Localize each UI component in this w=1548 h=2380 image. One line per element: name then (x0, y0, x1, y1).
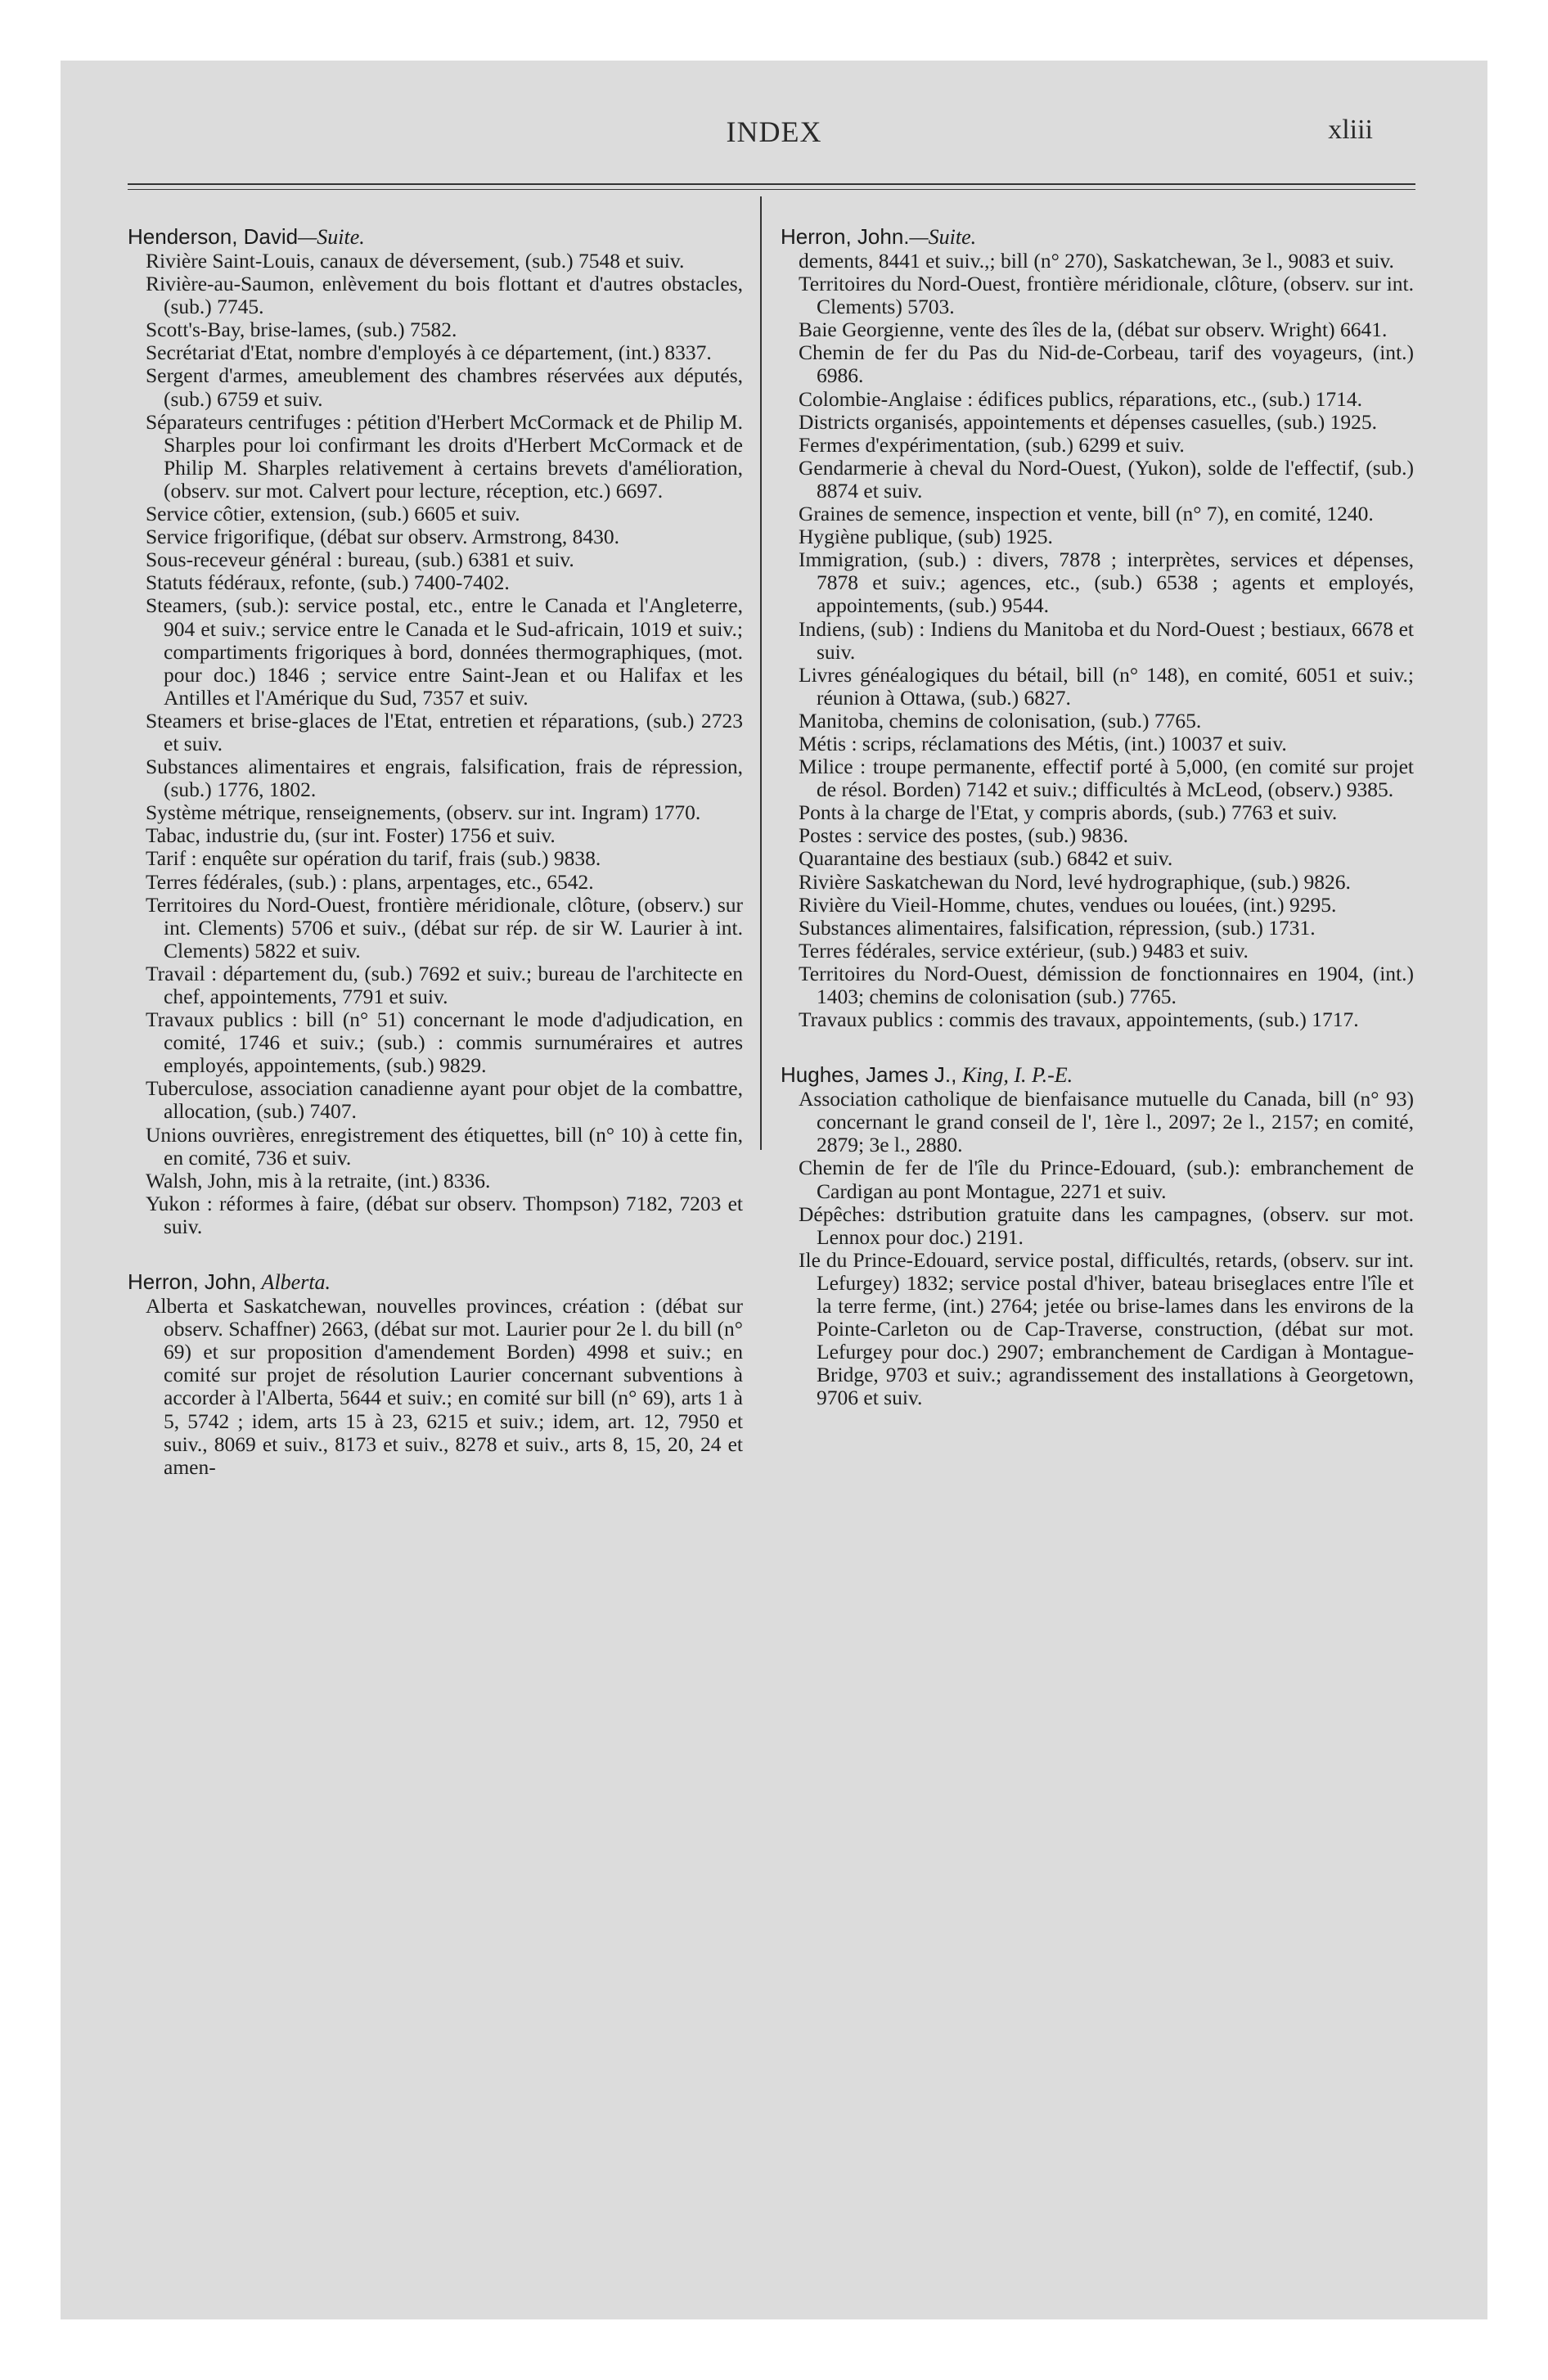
page-number: xliii (1328, 115, 1373, 145)
index-entry: Chemin de fer du Pas du Nid-de-Corbeau, tarif des voyageurs, (int.) 6986. (799, 340, 1414, 388)
header-rule-thin (128, 189, 1415, 190)
person-suffix: —Suite. (298, 225, 365, 249)
index-entry: Association catholique de bienfaisance mutuelle du Canada, bill (n° 93) concernant le grand conseil de l', 1ère l., 2097; 2e l., 2157; en comité, 2879; 3e l., 2880. (799, 1087, 1414, 1157)
person-name: Herron, John, (128, 1269, 257, 1295)
person-heading (781, 1062, 1414, 1088)
index-entry: Hygiène publique, (sub) 1925. (799, 525, 1053, 549)
index-entry: Tarif : enquête sur opération du tarif, frais (sub.) 9838. (146, 846, 601, 871)
index-entry: dements, 8441 et suiv.,; bill (n° 270), Saskatchewan, 3e l., 9083 et suiv. (799, 249, 1394, 273)
person-suffix: —Suite. (909, 225, 977, 249)
page-header (61, 115, 1487, 156)
index-entry: Gendarmerie à cheval du Nord-Ouest, (Yukon), solde de l'effectif, (sub.) 8874 et suiv. (799, 455, 1414, 503)
index-entry: Substances alimentaires et engrais, falsification, frais de répression, (sub.) 1776, 1802. (146, 755, 743, 802)
column-divider (760, 196, 762, 1150)
index-entry: Tuberculose, association canadienne ayant pour objet de la combattre, allocation, (sub.) 7407. (146, 1076, 743, 1124)
index-entry: Travaux publics : bill (n° 51) concernant le mode d'adjudication, en comité, 1746 et suiv.; (sub.) : commis surnuméraires et autres employés, appointements, (sub.) 9829. (146, 1007, 743, 1078)
index-entry: Secrétariat d'Etat, nombre d'employés à ce département, (int.) 8337. (146, 340, 712, 365)
index-entry: Alberta et Saskatchewan, nouvelles provinces, création : (débat sur observ. Schaffner) 2663, (débat sur mot. Laurier pour 2e l. du bill (n° 69) et sur proposition d'amendement Borden) 4998 et suiv.; en comité sur projet de résolution Laurier concernant subventions à accorder à l'Alberta, 5644 et suiv.; en comité sur bill (n° 69), arts 1 à 5, 5742 ; idem, arts 15 à 23, 6215 et suiv.; idem, art. 12, 7950 et suiv., 8069 et suiv., 8173 et suiv., 8278 et suiv., arts 8, 15, 20, 24 et amen- (146, 1294, 743, 1479)
index-entry: Quarantaine des bestiaux (sub.) 6842 et suiv. (799, 846, 1173, 871)
index-entry: Postes : service des postes, (sub.) 9836. (799, 823, 1128, 848)
index-entry: Rivière Saint-Louis, canaux de déversement, (sub.) 7548 et suiv. (146, 249, 685, 273)
index-entry: Territoires du Nord-Ouest, frontière méridionale, clôture, (observ.) sur int. Clements) 5706 et suiv., (débat sur rép. de sir W. Laurier à int. Clements) 5822 et suiv. (146, 892, 743, 962)
index-entry: Milice : troupe permanente, effectif porté à 5,000, (en comité sur projet de résol. Borden) 7142 et suiv.; difficultés à McLeod, (observ.) 9385. (799, 755, 1414, 802)
index-entry: Unions ouvrières, enregistrement des étiquettes, bill (n° 10) à cette fin, en comité, 736 et suiv. (146, 1122, 743, 1170)
index-entry: Travail : département du, (sub.) 7692 et suiv.; bureau de l'architecte en chef, appointements, 7791 et suiv. (146, 961, 743, 1008)
index-entry: Walsh, John, mis à la retraite, (int.) 8336. (146, 1168, 491, 1192)
left-column (128, 224, 743, 1479)
index-entry: Terres fédérales, service extérieur, (sub.) 9483 et suiv. (799, 938, 1249, 962)
index-entry: Substances alimentaires, falsification, répression, (sub.) 1731. (799, 915, 1316, 940)
index-page (61, 61, 1487, 2319)
index-entry: Ile du Prince-Edouard, service postal, difficultés, retards, (observ. sur int. Lefurgey) 1832; service postal d'hiver, bateau briseglaces entre l'île et la terre ferme, (int.) 2764; jetée ou brise-lames dans les environs de la Pointe-Carleton ou de Cap-Traverse, construction, (débat sur mot. Lefurgey pour doc.) 2907; embranchement de Cardigan à Montague-Bridge, 9703 et suiv.; agrandissement des installations à Georgetown, 9706 et suiv. (799, 1247, 1414, 1410)
index-person-group (128, 224, 743, 1238)
header-rule (128, 183, 1415, 185)
index-entry: Séparateurs centrifuges : pétition d'Herbert McCormack et de Philip M. Sharples pour loi confirmant les droits d'Herbert McCormack et de Philip M. Sharples relativement à certains brevets d'amélioration, (observ. sur mot. Calvert pour lecture, réception, etc.) 6697. (146, 409, 743, 503)
index-person-group (128, 1269, 743, 1479)
person-name: Hughes, James J., (781, 1062, 957, 1088)
person-suffix: Alberta. (256, 1270, 331, 1295)
index-entry: Fermes d'expérimentation, (sub.) 6299 et suiv. (799, 432, 1185, 457)
index-entry: Steamers, (sub.): service postal, etc., entre le Canada et l'Angleterre, 904 et suiv.; service entre le Canada et le Sud-africain, 1019 et suiv.; compartiments frigoriques à bord, données thermographiques, (mot. pour doc.) 1846 ; service entre Saint-Jean et ou Halifax et les Antilles et l'Amérique du Sud, 7357 et suiv. (146, 593, 743, 710)
index-entry: Districts organisés, appointements et dépenses casuelles, (sub.) 1925. (799, 409, 1378, 434)
index-entry: Territoires du Nord-Ouest, frontière méridionale, clôture, (observ. sur int. Clements) 5703. (799, 272, 1414, 319)
index-entry: Livres généalogiques du bétail, bill (n° 148), en comité, 6051 et suiv.; réunion à Ottawa, (sub.) 6827. (799, 662, 1414, 710)
person-heading (128, 1269, 743, 1295)
index-entry: Scott's-Bay, brise-lames, (sub.) 7582. (146, 318, 457, 342)
index-entry: Statuts fédéraux, refonte, (sub.) 7400-7402. (146, 570, 510, 595)
index-person-group (781, 1062, 1414, 1409)
index-entry: Colombie-Anglaise : édifices publics, réparations, etc., (sub.) 1714. (799, 386, 1363, 411)
person-name: Herron, John. (781, 224, 910, 249)
index-entry: Baie Georgienne, vente des îles de la, (débat sur observ. Wright) 6641. (799, 318, 1388, 342)
index-entry: Graines de semence, inspection et vente, bill (n° 7), en comité, 1240. (799, 502, 1374, 526)
index-entry: Chemin de fer de l'île du Prince-Edouard, (sub.): embranchement de Cardigan au pont Montague, 2271 et suiv. (799, 1156, 1414, 1203)
index-entry: Métis : scrips, réclamations des Métis, (int.) 10037 et suiv. (799, 731, 1287, 755)
index-entry: Travaux publics : commis des travaux, appointements, (sub.) 1717. (799, 1007, 1359, 1032)
index-entry: Rivière Saskatchewan du Nord, levé hydrographique, (sub.) 9826. (799, 869, 1351, 894)
index-entry: Service frigorifique, (débat sur observ. Armstrong, 8430. (146, 525, 620, 549)
index-person-group (781, 224, 1414, 1031)
index-entry: Terres fédérales, (sub.) : plans, arpentages, etc., 6542. (146, 869, 594, 894)
person-heading (781, 224, 1414, 250)
index-entry: Sergent d'armes, ameublement des chambres réservées aux députés, (sub.) 6759 et suiv. (146, 363, 743, 411)
index-entry: Territoires du Nord-Ouest, démission de fonctionnaires en 1904, (int.) 1403; chemins de colonisation (sub.) 7765. (799, 961, 1414, 1008)
index-entry: Tabac, industrie du, (sur int. Foster) 1756 et suiv. (146, 823, 556, 848)
page-title: INDEX (726, 115, 822, 148)
index-entry: Système métrique, renseignements, (observ. sur int. Ingram) 1770. (146, 800, 701, 825)
person-suffix: King, I. P.-E. (956, 1063, 1073, 1088)
index-entry: Immigration, (sub.) : divers, 7878 ; interprètes, services et dépenses, 7878 et suiv.; agences, etc., (sub.) 6538 ; agents et employés, appointements, (sub.) 9544. (799, 548, 1414, 618)
index-entry: Yukon : réformes à faire, (débat sur observ. Thompson) 7182, 7203 et suiv. (146, 1191, 743, 1238)
index-entry: Rivière du Vieil-Homme, chutes, vendues ou louées, (int.) 9295. (799, 892, 1337, 917)
index-entry: Manitoba, chemins de colonisation, (sub.) 7765. (799, 708, 1202, 732)
person-heading (128, 224, 743, 250)
index-entry: Sous-receveur général : bureau, (sub.) 6381 et suiv. (146, 548, 574, 572)
index-entry: Indiens, (sub) : Indiens du Manitoba et du Nord-Ouest ; bestiaux, 6678 et suiv. (799, 616, 1414, 664)
index-entry: Ponts à la charge de l'Etat, y compris abords, (sub.) 7763 et suiv. (799, 800, 1338, 825)
person-name: Henderson, David (128, 224, 299, 249)
index-entry: Rivière-au-Saumon, enlèvement du bois flottant et d'autres obstacles, (sub.) 7745. (146, 272, 743, 319)
index-entry: Steamers et brise-glaces de l'Etat, entretien et réparations, (sub.) 2723 et suiv. (146, 708, 743, 755)
index-entry: Dépêches: dstribution gratuite dans les campagnes, (observ. sur mot. Lennox pour doc.) 2191. (799, 1201, 1414, 1249)
index-entry: Service côtier, extension, (sub.) 6605 et suiv. (146, 502, 520, 526)
right-column (781, 224, 1414, 1410)
